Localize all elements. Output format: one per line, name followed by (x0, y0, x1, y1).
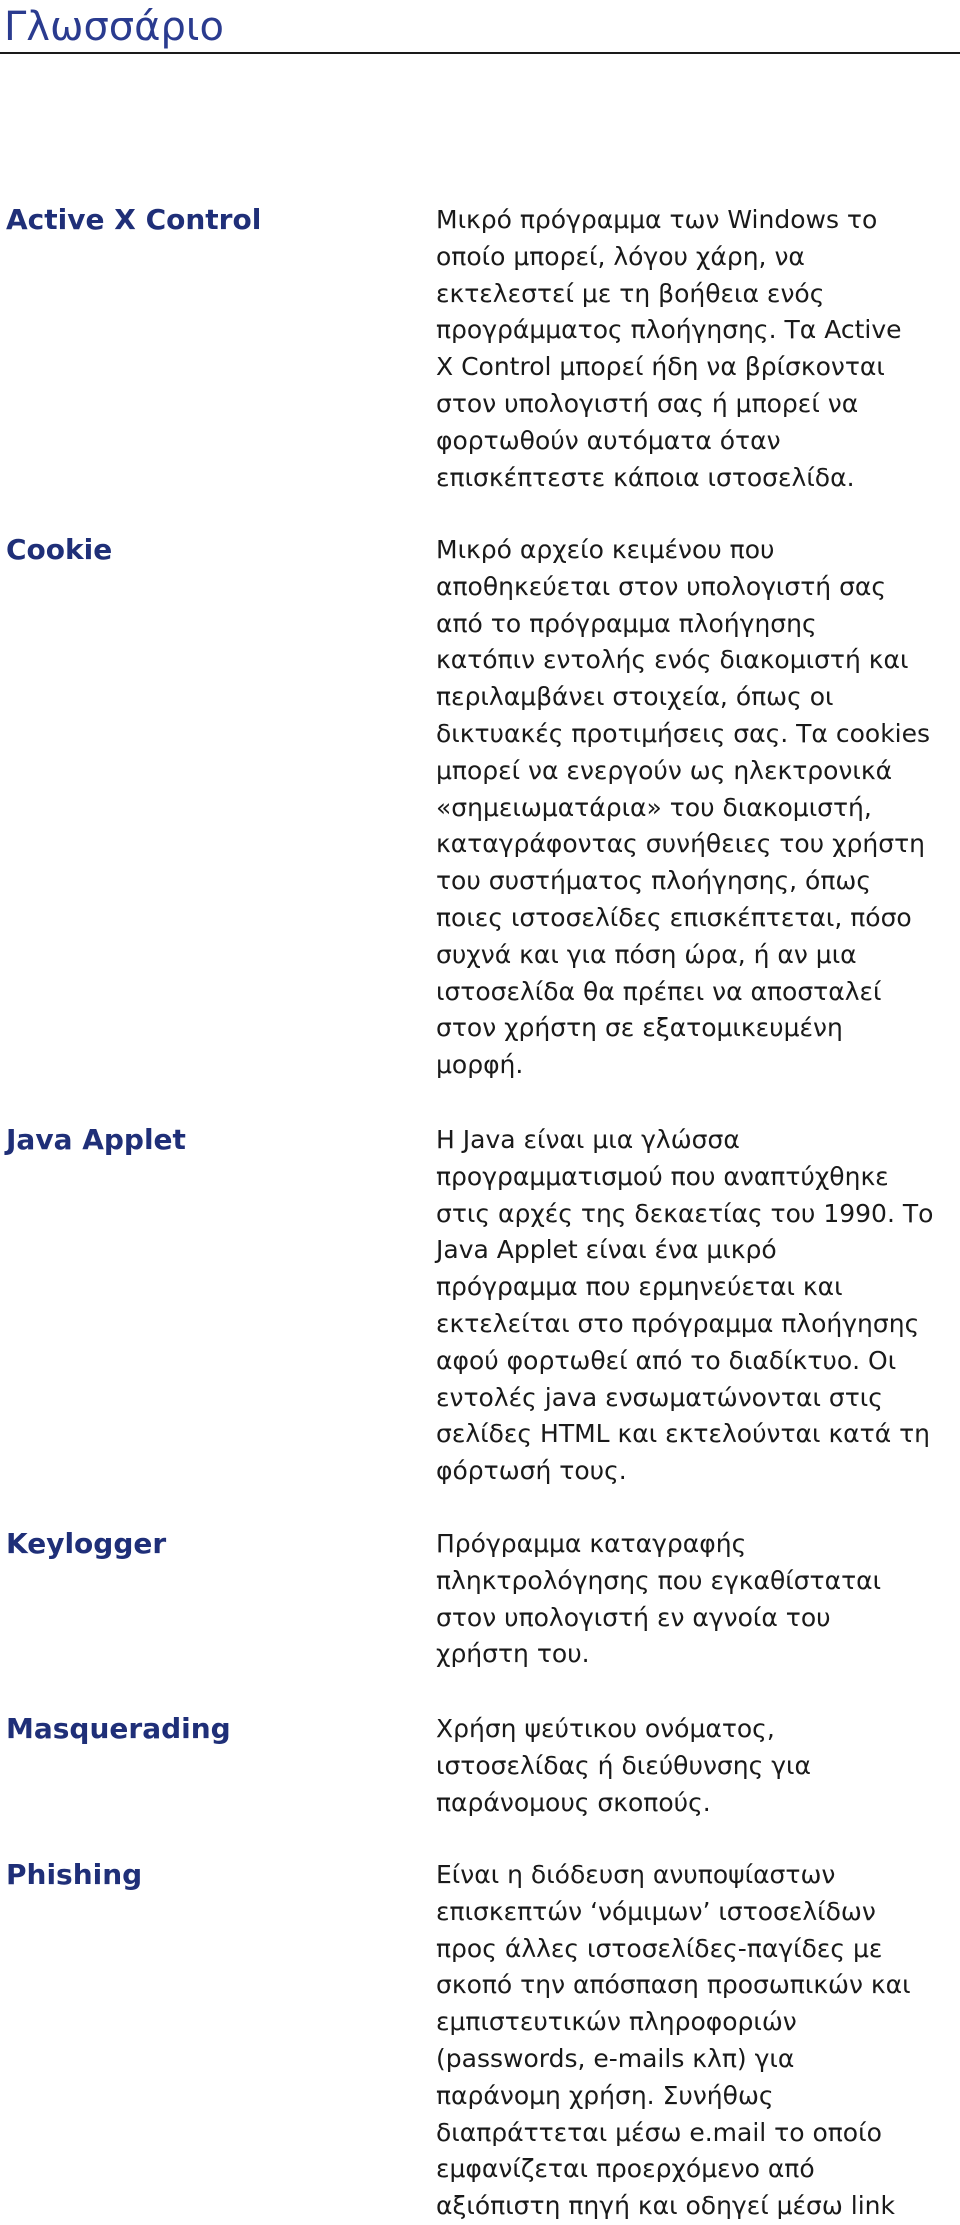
title-divider (0, 52, 960, 54)
glossary-definition: Πρόγραμμα καταγραφής πληκτρολόγησης που εγκαθίσταται στον υπολογιστή εν αγνοία του χρήστη του. (436, 1529, 882, 1669)
glossary-term: Masquerading (6, 1712, 231, 1745)
glossary-definition: Μικρό πρόγραμμα των Windows το οποίο μπορεί, λόγου χάρη, να εκτελεστεί με τη βοήθεια ενός προγράμματος πλοήγησης. Τα Active X Control μπορεί ήδη να βρίσκονται στον υπολογιστή σας ή μπορεί να φορτωθούν αυτόματα όταν επισκέπτεστε κάποια ιστοσελίδα. (436, 205, 902, 492)
glossary-term: Cookie (6, 533, 113, 566)
glossary-definition: Χρήση ψεύτικου ονόματος, ιστοσελίδας ή διεύθυνσης για παράνομους σκοπούς. (436, 1714, 811, 1817)
glossary-definition: Η Java είναι μια γλώσσα προγραμματισμού που αναπτύχθηκε στις αρχές της δεκαετίας του 1990. Το Java Applet είναι ένα μικρό πρόγραμμα που ερμηνεύεται και εκτελείται στο πρόγραμμα πλοήγησης αφού φορτωθεί από το διαδίκτυο. Οι εντολές java ενσωματώνονται στις σελίδες HTML και εκτελούνται κατά τη φόρτωσή τους. (436, 1125, 934, 1486)
glossary-term: Active X Control (6, 203, 262, 236)
glossary-definition: Μικρό αρχείο κειμένου που αποθηκεύεται στον υπολογιστή σας από το πρόγραμμα πλοήγησης κατόπιν εντολής ενός διακομιστή και περιλαμβάνει στοιχεία, όπως οι δικτυακές προτιμήσεις σας. Τα cookies μπορεί να ενεργούν ως ηλεκτρονικά «σημειωματάρια» του διακομιστή, καταγράφοντας συνήθειες του χρήστη του συστήματος πλοήγησης, όπως ποιες ιστοσελίδες επισκέπτεται, πόσο συχνά και για πόση ώρα, ή αν μια ιστοσελίδα θα πρέπει να αποσταλεί στον χρήστη σε εξατομικευμένη μορφή. (436, 535, 931, 1080)
page-title: Γλωσσάριο (4, 4, 224, 50)
glossary-definition: Είναι η διόδευση ανυποψίαστων επισκεπτών ‘νόμιμων’ ιστοσελίδων προς άλλες ιστοσελίδες-παγίδες με σκοπό την απόσπαση προσωπικών και εμπιστευτικών πληροφοριών (passwords, e-mails κλπ) για παράνομη χρήση. Συνήθως διαπράττεται μέσω e.mail το οποίο εμφανίζεται προερχόμενο από αξιόπιστη πηγή και οδηγεί μέσω link (436, 1860, 911, 2221)
glossary-term: Phishing (6, 1858, 143, 1891)
glossary-term: Java Applet (6, 1123, 186, 1156)
glossary-term: Keylogger (6, 1527, 167, 1560)
